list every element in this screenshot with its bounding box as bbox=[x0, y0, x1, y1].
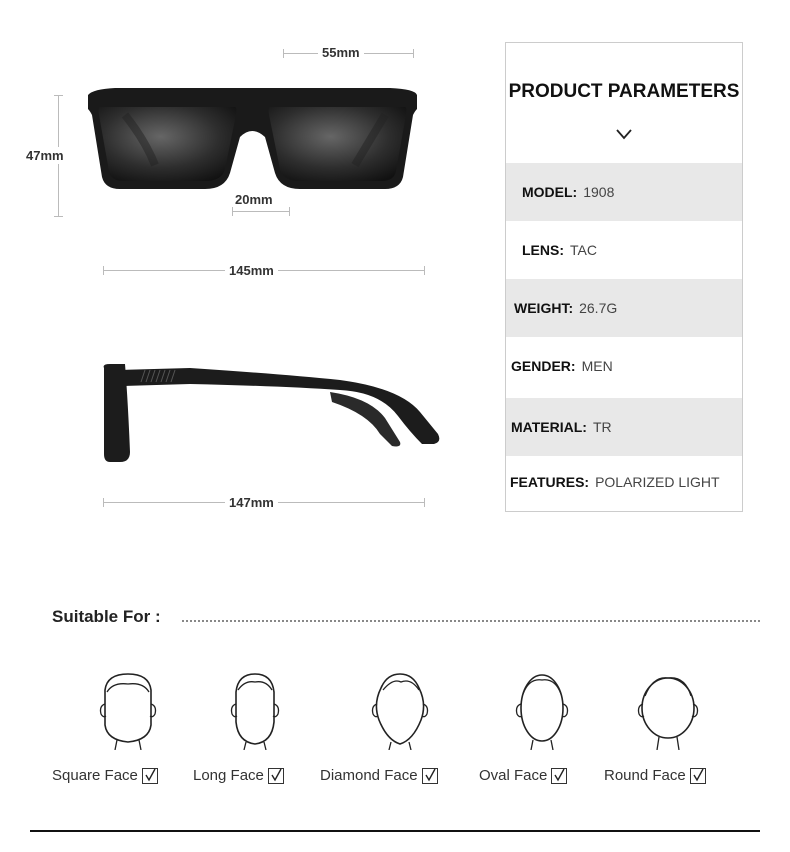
face-label-square: Square Face bbox=[52, 767, 158, 784]
diamond-face-icon bbox=[365, 670, 435, 750]
face-label-diamond: Diamond Face bbox=[320, 767, 438, 784]
param-row-gender: GENDER: MEN bbox=[511, 358, 613, 374]
checkbox-checked-icon bbox=[422, 768, 438, 784]
param-row-weight: WEIGHT: 26.7G bbox=[506, 279, 742, 337]
chevron-down-icon bbox=[614, 127, 634, 141]
checkbox-checked-icon bbox=[551, 768, 567, 784]
suitable-for-title: Suitable For : bbox=[52, 607, 161, 626]
oval-face-icon bbox=[507, 670, 577, 750]
round-face-icon bbox=[633, 670, 703, 750]
square-face-icon bbox=[93, 670, 163, 750]
glasses-side-image bbox=[100, 362, 445, 467]
param-row-model: MODEL: 1908 bbox=[506, 163, 742, 221]
checkbox-checked-icon bbox=[268, 768, 284, 784]
face-label-oval: Oval Face bbox=[479, 767, 567, 784]
lens-width-label: 55mm bbox=[318, 45, 364, 60]
checkbox-checked-icon bbox=[690, 768, 706, 784]
param-row-features: FEATURES: POLARIZED LIGHT bbox=[510, 474, 720, 490]
bridge-label: 20mm bbox=[231, 192, 277, 207]
bottom-divider bbox=[30, 830, 760, 832]
checkbox-checked-icon bbox=[142, 768, 158, 784]
lens-height-label: 47mm bbox=[26, 148, 64, 163]
param-row-material: MATERIAL: TR bbox=[506, 398, 742, 456]
parameters-title: PRODUCT PARAMETERS bbox=[508, 81, 740, 102]
temple-length-label: 147mm bbox=[225, 495, 278, 510]
face-label-round: Round Face bbox=[604, 767, 706, 784]
frame-width-label: 145mm bbox=[225, 263, 278, 278]
glasses-front-image bbox=[85, 85, 420, 195]
bridge-line bbox=[232, 211, 290, 212]
param-row-lens: LENS: TAC bbox=[522, 242, 597, 258]
dotted-divider bbox=[182, 620, 760, 622]
long-face-icon bbox=[220, 670, 290, 750]
product-parameters-panel bbox=[505, 42, 743, 512]
face-label-long: Long Face bbox=[193, 767, 284, 784]
